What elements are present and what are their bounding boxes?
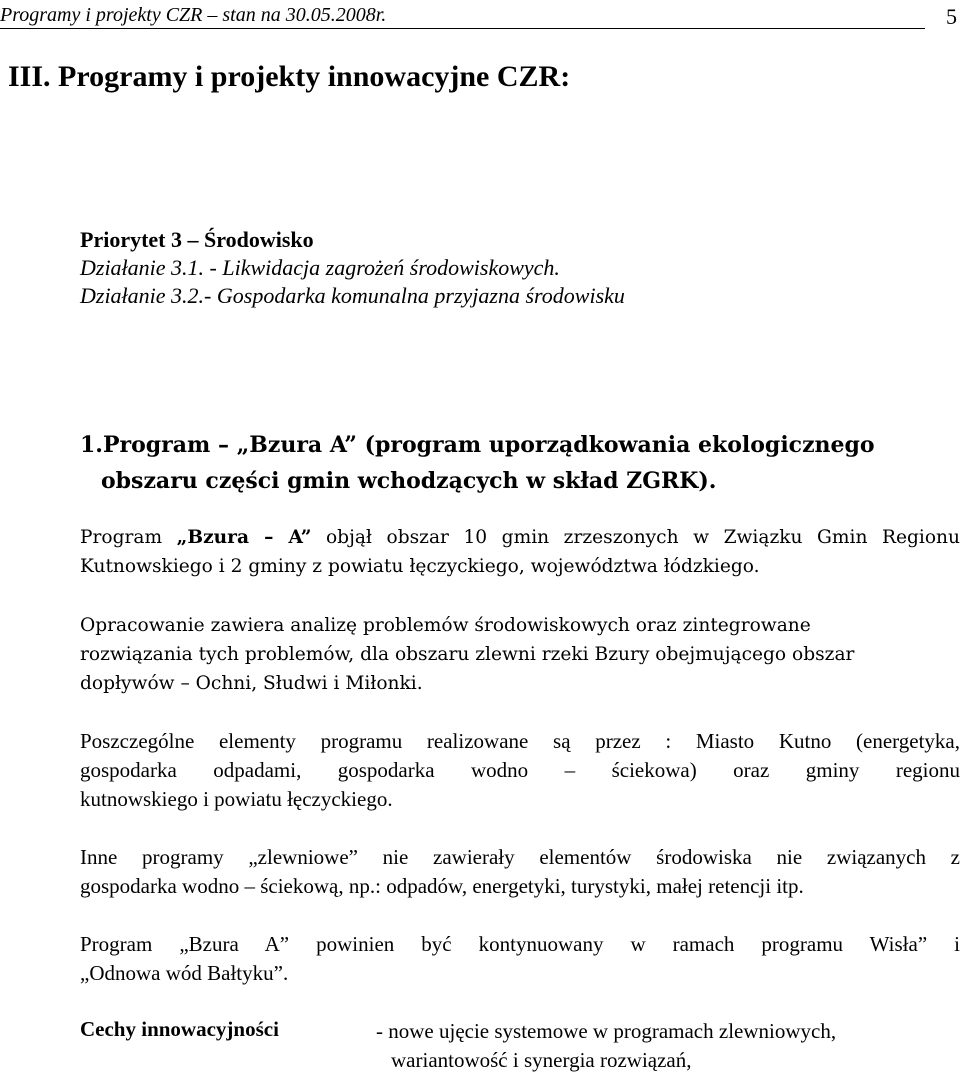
action-3-2: Działanie 3.2.- Gospodarka komunalna przyjazna środowisku	[80, 283, 625, 308]
paragraph-scope-line-1: Program „Bzura – A” objął obszar 10 gmin zrzeszonych w Związku Gmin Regionu	[80, 527, 960, 548]
section-title: III. Programy i projekty innowacyjne CZR:	[8, 60, 571, 93]
program-heading-line-1: 1.Program – „Bzura A” (program uporządkowania ekologicznego	[80, 432, 875, 458]
paragraph-other-programs-line-2: gospodarka wodno – ściekową, np.: odpadów, energetyki, turystyki, małej retencji itp.	[80, 874, 804, 898]
innovation-line-1: - nowe ujęcie systemowe w programach zlewniowych,	[376, 1019, 837, 1043]
paragraph-continuation	[80, 930, 960, 988]
priority-block	[80, 226, 625, 310]
paragraph-analysis	[80, 611, 960, 698]
paragraph-other-programs-line-1: Inne programy „zlewniowe” nie zawierały elementów środowiska nie związanych z	[80, 845, 960, 869]
priority-title: Priorytet 3 – Środowisko	[80, 227, 314, 252]
paragraph-scope-line-2: Kutnowskiego i 2 gminy z powiatu łęczyckiego, województwa łódzkiego.	[80, 556, 760, 577]
paragraph-continuation-line-1: Program „Bzura A” powinien być kontynuowany w ramach programu Wisła” i	[80, 932, 960, 956]
paragraph-other-programs	[80, 843, 960, 901]
program-heading	[80, 427, 875, 499]
header-rule	[0, 28, 925, 29]
page-number: 5	[946, 4, 957, 29]
paragraph-continuation-line-2: „Odnowa wód Bałtyku”.	[80, 961, 289, 985]
program-name-bold: „Bzura – A”	[176, 527, 312, 548]
innovation-text	[376, 1017, 836, 1075]
program-heading-line-2: obszaru części gmin wchodzących w skład ZGRK).	[101, 468, 717, 494]
paragraph-elements-line-1: Poszczególne elementy programu realizowane są przez : Miasto Kutno (energetyka,	[80, 729, 960, 753]
innovation-label: Cechy innowacyjności	[80, 1017, 279, 1041]
paragraph-scope	[80, 523, 960, 581]
paragraph-elements	[80, 727, 960, 814]
paragraph-elements-line-2: gospodarka odpadami, gospodarka wodno – ściekowa) oraz gminy regionu	[80, 758, 960, 782]
paragraph-analysis-line-3: dopływów – Ochni, Słudwi i Miłonki.	[80, 673, 423, 694]
paragraph-analysis-line-1: Opracowanie zawiera analizę problemów środowiskowych oraz zintegrowane	[80, 615, 811, 636]
action-3-1: Działanie 3.1. - Likwidacja zagrożeń środowiskowych.	[80, 255, 560, 280]
running-title: Programy i projekty CZR – stan na 30.05.2008r.	[0, 4, 387, 26]
paragraph-analysis-line-2: rozwiązania tych problemów, dla obszaru zlewni rzeki Bzury obejmującego obszar	[80, 644, 855, 665]
paragraph-elements-line-3: kutnowskiego i powiatu łęczyckiego.	[80, 787, 393, 811]
innovation-line-2: wariantowość i synergia rozwiązań,	[391, 1048, 692, 1072]
